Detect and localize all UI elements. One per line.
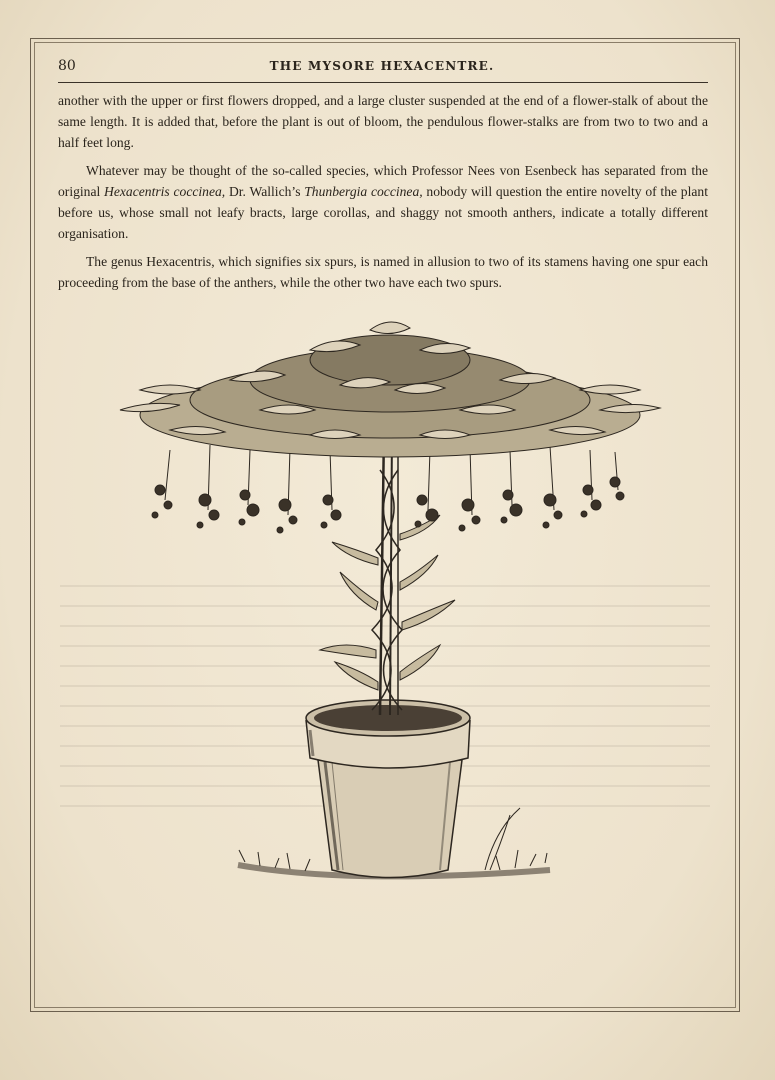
paragraph-2-text-b: Dr. Wallich’s [225,184,305,199]
paragraph-3: The genus Hexacentris, which signifies six spurs, is named in allusion to two of its stamens having one spur each proceeding from the base of the anthers, while the other two have each two spurs. [58,254,708,290]
species-name-hexacentris: Hexacentris coccinea, [104,184,226,199]
page-header [58,56,706,78]
header-rule [58,82,708,83]
body-text [58,90,708,300]
plant-engraving [110,310,670,910]
flower-pot [306,700,470,878]
stem-leaves [320,515,455,690]
paragraph-2-text-a: Whatever may be thought of the so-called species, which Professor Nees von Esenbeck has separated from the original [58,163,708,199]
page-number: 80 [58,58,76,74]
canopy-foliage [120,322,660,457]
running-title: THE MYSORE HEXACENTRE. [269,59,495,73]
paragraph-2 [58,160,708,244]
paragraph-1: another with the upper or first flowers dropped, and a large cluster suspended at the end of a flower-stalk of about the same length. It is added that, before the plant is out of bloom, the pendulous flower-stalks are from two to two and a half feet long. [58,93,708,150]
plant-stem-trellis [372,430,402,715]
species-name-thunbergia: Thunbergia coccinea, [304,184,423,199]
paragraph-2-text-c: nobody will question the entire novelty of the plant before us, whose small not leafy bracts, large corollas, and shaggy not smooth anthers, indicate a totally different organisation. [58,184,708,241]
plant-engraving-svg [110,310,670,910]
